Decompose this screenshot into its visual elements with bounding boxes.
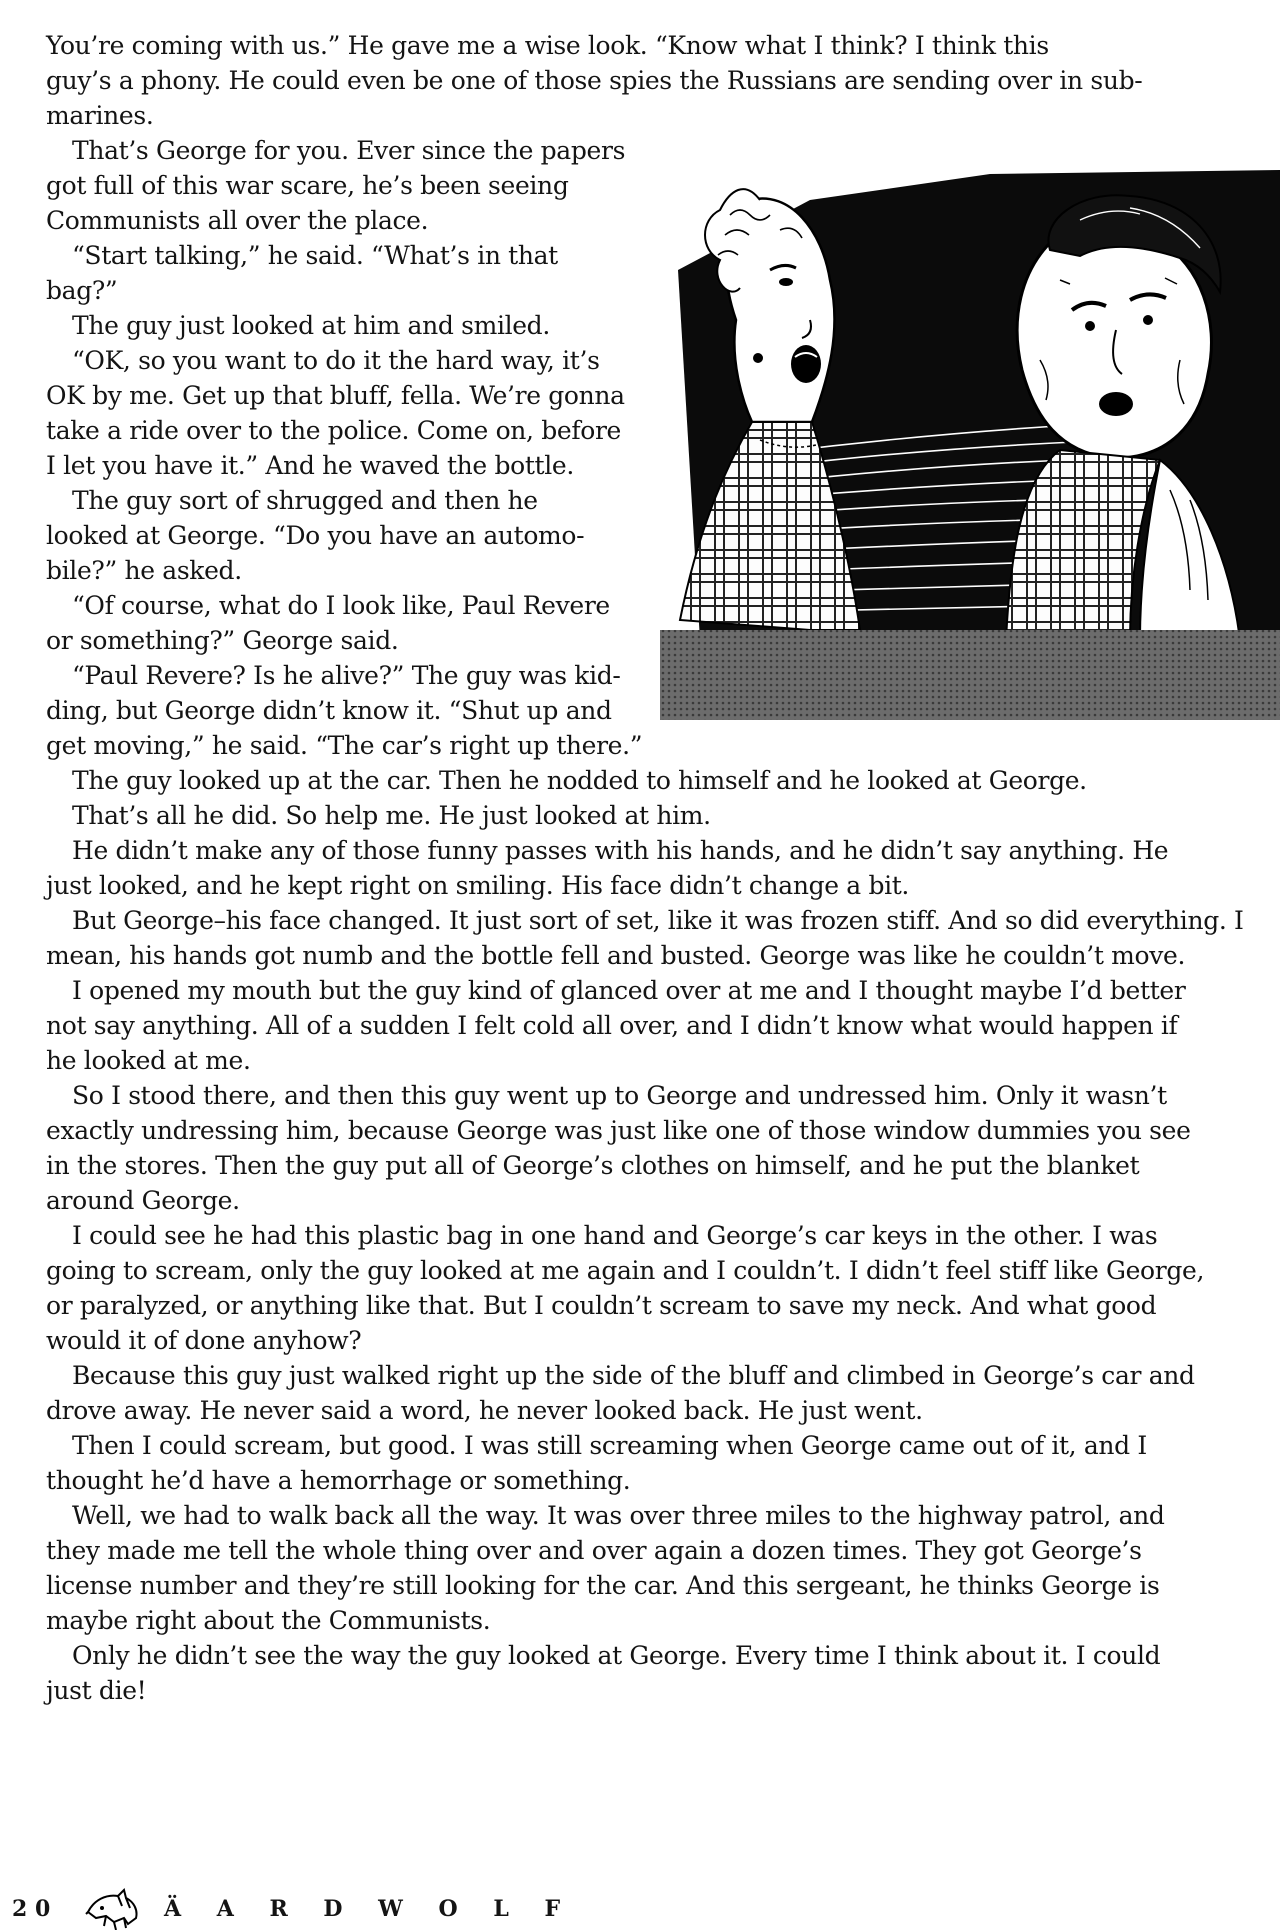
text-line: Only he didn’t see the way the guy looked at George. Every time I think about it. I could (72, 1641, 1161, 1670)
page-number: 2 0 (12, 1896, 51, 1922)
text-line: got full of this war scare, he’s been seeing (46, 171, 569, 200)
aardwolf-head-icon (84, 1888, 142, 1930)
text-line: I opened my mouth but the guy kind of glanced over at me and I thought maybe I’d better (72, 976, 1186, 1005)
text-line: just die! (46, 1676, 147, 1705)
text-line: I could see he had this plastic bag in one hand and George’s car keys in the other. I was (72, 1221, 1158, 1250)
text-line: But George–his face changed. It just sort of set, like it was frozen stiff. And so did everything. I (72, 906, 1244, 935)
text-line: Then I could scream, but good. I was still screaming when George came out of it, and I (72, 1431, 1147, 1460)
text-line: they made me tell the whole thing over and over again a dozen times. They got George’s (46, 1536, 1142, 1565)
text-line: OK by me. Get up that bluff, fella. We’re gonna (46, 381, 625, 410)
text-line: drove away. He never said a word, he never looked back. He just went. (46, 1396, 923, 1425)
magazine-title: Ä A R D W O L F (164, 1896, 575, 1922)
text-line: thought he’d have a hemorrhage or something. (46, 1466, 631, 1495)
text-line: I let you have it.” And he waved the bottle. (46, 451, 574, 480)
text-line: get moving,” he said. “The car’s right up there.” (46, 731, 643, 760)
text-line: He didn’t make any of those funny passes with his hands, and he didn’t say anything. He (72, 836, 1169, 865)
text-line: around George. (46, 1186, 240, 1215)
comic-panel-illustration (660, 160, 1280, 720)
text-line: take a ride over to the police. Come on, before (46, 416, 621, 445)
text-line: Because this guy just walked right up the side of the bluff and climbed in George’s car and (72, 1361, 1195, 1390)
text-line: “OK, so you want to do it the hard way, it’s (72, 346, 600, 375)
text-line: in the stores. Then the guy put all of George’s clothes on himself, and he put the blanket (46, 1151, 1140, 1180)
text-line: The guy looked up at the car. Then he nodded to himself and he looked at George. (72, 766, 1087, 795)
text-line: ding, but George didn’t know it. “Shut up and (46, 696, 612, 725)
text-line: You’re coming with us.” He gave me a wise look. “Know what I think? I think this (46, 31, 1049, 60)
text-line: not say anything. All of a sudden I felt cold all over, and I didn’t know what would happen if (46, 1011, 1178, 1040)
text-line: maybe right about the Communists. (46, 1606, 491, 1635)
text-line: “Of course, what do I look like, Paul Revere (72, 591, 610, 620)
text-line: license number and they’re still looking for the car. And this sergeant, he thinks George is (46, 1571, 1160, 1600)
text-line: mean, his hands got numb and the bottle fell and busted. George was like he couldn’t move. (46, 941, 1186, 970)
text-line: he looked at me. (46, 1046, 251, 1075)
text-line: or something?” George said. (46, 626, 399, 655)
text-line: bile?” he asked. (46, 556, 242, 585)
text-line: bag?” (46, 276, 118, 305)
text-line: or paralyzed, or anything like that. But I couldn’t scream to save my neck. And what good (46, 1291, 1157, 1320)
text-line: looked at George. “Do you have an automo- (46, 521, 585, 550)
text-line: exactly undressing him, because George was just like one of those window dummies you see (46, 1116, 1191, 1145)
text-line: The guy sort of shrugged and then he (72, 486, 538, 515)
text-line: just looked, and he kept right on smiling. His face didn’t change a bit. (46, 871, 910, 900)
text-line: That’s George for you. Ever since the papers (72, 136, 626, 165)
text-line: marines. (46, 101, 154, 130)
text-line: going to scream, only the guy looked at me again and I couldn’t. I didn’t feel stiff like George, (46, 1256, 1205, 1285)
text-line: “Start talking,” he said. “What’s in that (72, 241, 558, 270)
text-line: would it of done anyhow? (46, 1326, 362, 1355)
text-line: So I stood there, and then this guy went up to George and undressed him. Only it wasn’t (72, 1081, 1167, 1110)
text-line: guy’s a phony. He could even be one of those spies the Russians are sending over in sub- (46, 66, 1143, 95)
text-line: Well, we had to walk back all the way. It was over three miles to the highway patrol, and (72, 1501, 1165, 1530)
text-line: That’s all he did. So help me. He just looked at him. (72, 801, 711, 830)
text-line: “Paul Revere? Is he alive?” The guy was kid- (72, 661, 621, 690)
text-line: The guy just looked at him and smiled. (72, 311, 550, 340)
text-line: Communists all over the place. (46, 206, 429, 235)
